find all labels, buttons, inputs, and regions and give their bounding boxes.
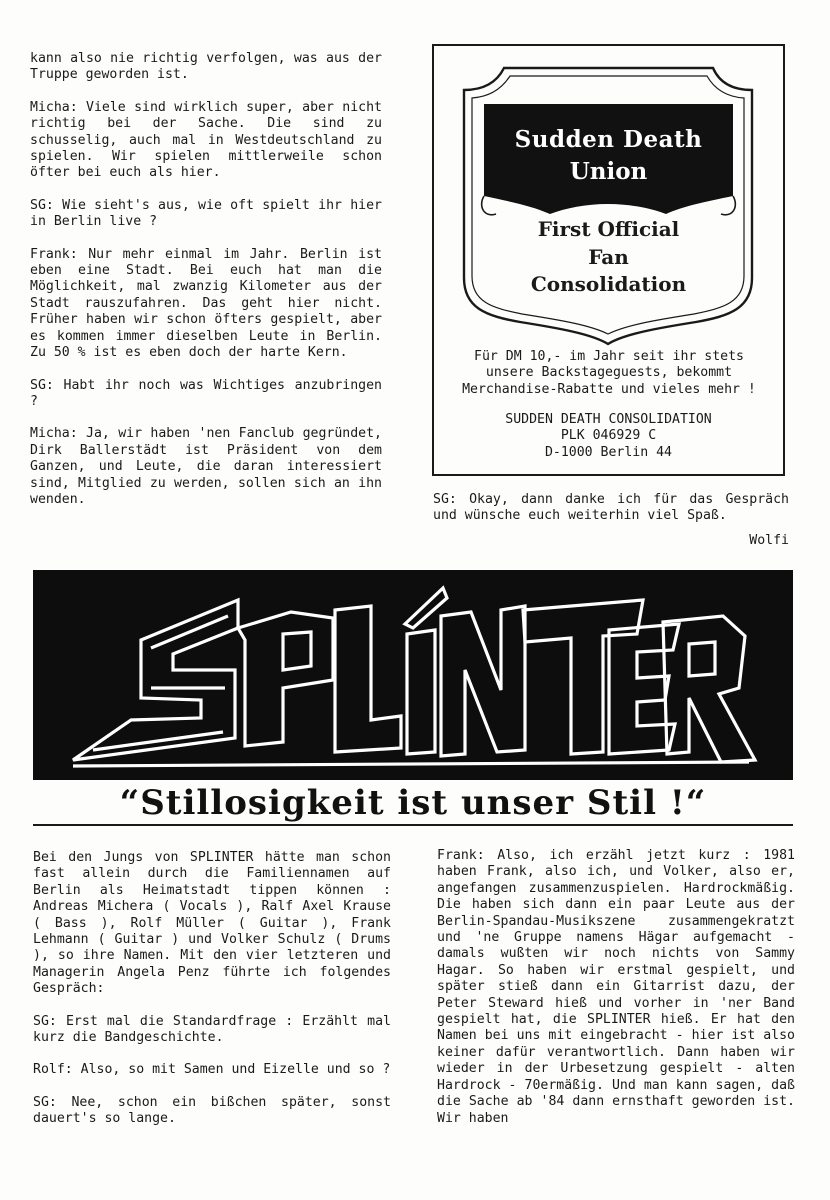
author-signature: Wolfi — [749, 532, 789, 548]
paragraph: Micha: Ja, wir haben 'nen Fanclub gegründet, Dirk Ballerstädt ist Präsident von dem Ganzen, und Leute, die daran interessiert sind, Mitglied zu werden, sollen sich an ihn wenden. — [30, 426, 382, 507]
splinter-logo — [33, 570, 793, 780]
article-column-left — [33, 850, 391, 1128]
shield-title: Union — [569, 158, 648, 185]
shield-subtitle: Consolidation — [530, 272, 687, 296]
paragraph: Frank: Also, ich erzähl jetzt kurz : 1981 haben Frank, also ich, und Volker, also er, angefangen zusammenzuspielen. Hardrockmäßig. Die haben sich dann ein paar Leute aus der Berlin-Spandau-Musikszene zusammengekratzt und 'ne Gruppe namens Hägar aufgemacht - damals wußten wir noch nichts von Sammy Hagar. So haben wir erstmal gespielt, und später stieß dann ein Gitarrist dazu, der Peter Steward hieß und vorher in 'ner Band gespielt hat, die SPLINTER hieß. Er hat den Namen bei uns mit eingebracht - hier ist also keiner dafür verantwortlich. Dann haben wir wieder in der Urbesetzung gespielt - alten Hardrock - 70ermäßig. Und man kann sagen, daß die Sache ab '84 dann ernsthaft geworden ist. Wir haben — [437, 848, 795, 1126]
paragraph: Frank: Nur mehr einmal im Jahr. Berlin ist eben eine Stadt. Bei euch hat man die Möglichkeit, mal zwanzig Kilometer aus der Stadt rauszufahren. Das geht hier nicht. Früher haben wir schon öfters gespielt, aber es kommen immer dieselben Leute in Berlin. Zu 50 % ist es eben doch der harte Kern. — [30, 246, 382, 361]
paragraph: SG: Okay, dann danke ich für das Gespräch und wünsche euch weiterhin viel Spaß. — [433, 492, 789, 524]
fanclub-description: Für DM 10,- im Jahr seit ihr stets unsere Backstageguests, bekommt Merchandise-Rabatte und vieles mehr ! — [462, 349, 756, 397]
interview-closing — [433, 492, 789, 549]
article-column-right — [437, 848, 795, 1127]
shield-subtitle: Fan — [588, 245, 629, 269]
fanclub-advertisement — [432, 44, 785, 476]
fanclub-address — [434, 412, 783, 461]
address-line: D-1000 Berlin 44 — [544, 444, 673, 460]
paragraph: SG: Erst mal die Standardfrage : Erzählt mal kurz die Bandgeschichte. — [33, 1013, 391, 1046]
paragraph: SG: Nee, schon ein bißchen später, sonst dauert's so lange. — [33, 1094, 391, 1127]
shield-title: Sudden Death — [514, 126, 703, 153]
paragraph: SG: Habt ihr noch was Wichtiges anzubringen ? — [30, 377, 382, 409]
paragraph: Rolf: Also, so mit Samen und Eizelle und so ? — [33, 1062, 391, 1078]
interview-column-top-left — [30, 51, 382, 508]
shield-subtitle: First Official — [537, 217, 680, 241]
address-line: PLK 046929 C — [560, 428, 657, 444]
band-logo-banner — [33, 570, 793, 780]
paragraph: Bei den Jungs von SPLINTER hätte man schon fast allein durch die Familiennamen auf Berlin als Heimatstadt tippen können : Andreas Michera ( Vocals ), Ralf Axel Krause ( Bass ), Rolf Müller ( Guitar ), Frank Lehmann ( Guitar ) und Volker Schulz ( Drums ), so ihre Namen. Mit den vier letzteren und Managerin Angela Penz führte ich folgendes Gespräch: — [33, 850, 391, 997]
paragraph: kann also nie richtig verfolgen, was aus der Truppe geworden ist. — [30, 51, 382, 83]
address-line: SUDDEN DEATH CONSOLIDATION — [505, 412, 712, 427]
paragraph: SG: Wie sieht's aus, wie oft spielt ihr hier in Berlin live ? — [30, 197, 382, 230]
paragraph: Micha: Viele sind wirklich super, aber nicht richtig bei der Sache. Die sind zu schusselig, auch mal in Westdeutschland zu spielen. Wir spielen mittlerweile schon öfter bei euch als hier. — [30, 99, 382, 181]
band-slogan: “Stillosigkeit ist unser Stil !“ — [33, 782, 793, 826]
